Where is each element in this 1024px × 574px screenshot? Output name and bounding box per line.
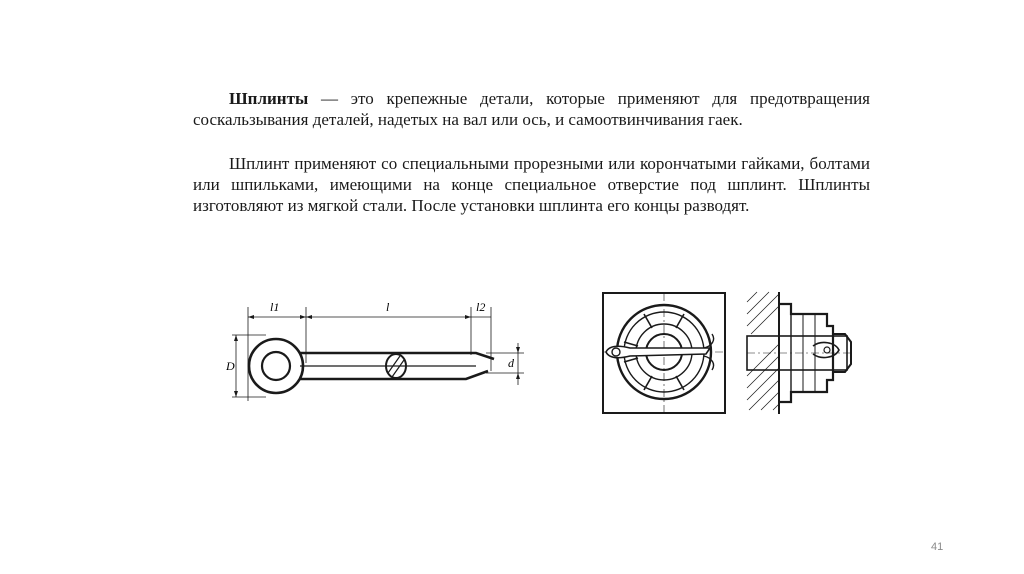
term-shplinty: Шплинты (229, 89, 309, 108)
label-l2: l2 (476, 300, 486, 314)
label-d: d (508, 356, 514, 370)
label-l: l (386, 300, 390, 314)
label-D: D (226, 359, 235, 373)
castle-nut-front-view (600, 290, 728, 416)
definition-text: — это крепежные детали, которые применяют для предотвращения соскальзывания деталей, надетых на вал или ось, и самоотвинчивания гаек. (193, 89, 870, 129)
castle-nut-section-view (743, 290, 858, 416)
label-l1: l1 (270, 300, 280, 314)
cotter-pin-drawing (226, 293, 526, 408)
paragraph-definition (193, 88, 870, 130)
paragraph-usage: Шплинт применяют со специальными прорезными или корончатыми гайками, болтами или шпильками, имеющими на конце специальное отверстие под шплинт. Шплинты изготовляют из мягкой стали. После установки шплинта его концы разводят. (193, 154, 870, 215)
page-number: 41 (931, 541, 944, 553)
